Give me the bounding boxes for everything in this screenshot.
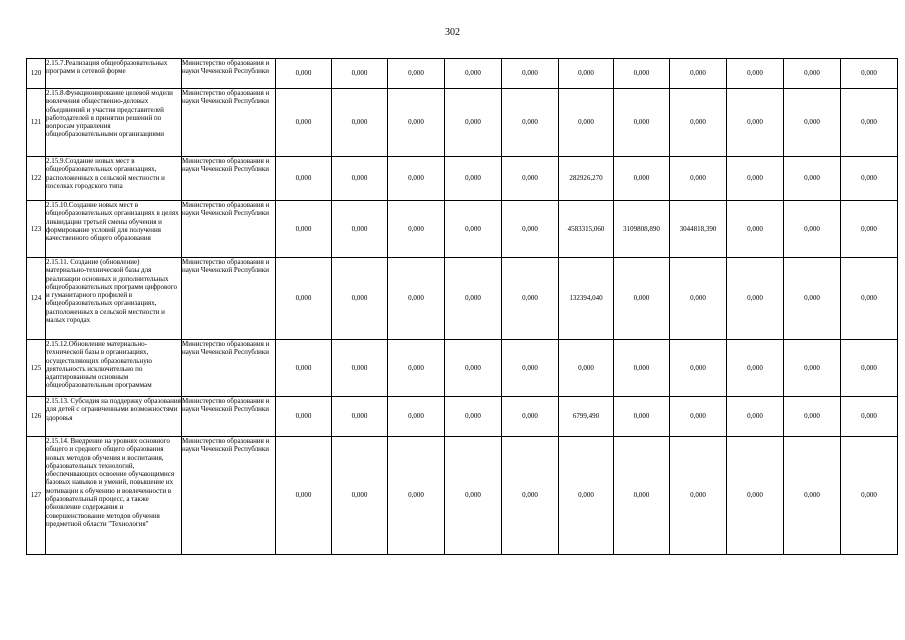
value-cell: 0,000	[388, 157, 445, 201]
table-row	[27, 89, 898, 157]
value-cell: 0,000	[332, 437, 388, 555]
table-row	[27, 201, 898, 258]
value-cell: 0,000	[445, 89, 502, 157]
executor-name: Министерство образования и науки Чеченской Республики	[182, 59, 276, 89]
value-cell: 0,000	[276, 340, 332, 397]
value-cell: 0,000	[614, 258, 670, 340]
value-cell: 0,000	[388, 397, 445, 437]
value-cell: 0,000	[784, 89, 841, 157]
value-cell: 0,000	[502, 258, 559, 340]
activity-name: 2.15.10.Создание новых мест в общеобразовательных организациях в целях ликвидации третьей смены обучения и формирование условий для получения качественного общего образования	[46, 201, 182, 258]
value-cell: 0,000	[332, 201, 388, 258]
value-cell: 0,000	[276, 258, 332, 340]
value-cell: 0,000	[332, 258, 388, 340]
value-cell: 0,000	[332, 59, 388, 89]
value-cell: 0,000	[784, 258, 841, 340]
activity-name: 2.15.11. Создание (обновление) материально-технической базы для реализации основных и дополнительных общеобразовательных программ цифрового и гуманитарного профилей в общеобразовательных организациях, расположенных в сельской местности и малых городах	[46, 258, 182, 340]
executor-name: Министерство образования и науки Чеченской Республики	[182, 201, 276, 258]
value-cell: 0,000	[670, 157, 727, 201]
value-cell: 0,000	[332, 397, 388, 437]
row-number: 125	[27, 340, 46, 397]
value-cell: 0,000	[445, 397, 502, 437]
value-cell: 0,000	[841, 89, 898, 157]
value-cell: 4583315,060	[559, 201, 614, 258]
value-cell: 0,000	[841, 340, 898, 397]
value-cell: 0,000	[614, 59, 670, 89]
value-cell: 0,000	[276, 201, 332, 258]
activity-name: 2.15.7.Реализация общеобразовательных программ в сетевой форме	[46, 59, 182, 89]
value-cell: 0,000	[784, 340, 841, 397]
value-cell: 0,000	[388, 258, 445, 340]
value-cell: 0,000	[841, 258, 898, 340]
value-cell: 0,000	[670, 397, 727, 437]
row-number: 127	[27, 437, 46, 555]
value-cell: 0,000	[388, 201, 445, 258]
value-cell: 0,000	[727, 397, 784, 437]
value-cell: 0,000	[670, 340, 727, 397]
row-number: 126	[27, 397, 46, 437]
value-cell: 0,000	[727, 437, 784, 555]
value-cell: 0,000	[276, 89, 332, 157]
value-cell: 0,000	[841, 437, 898, 555]
value-cell: 0,000	[670, 89, 727, 157]
value-cell: 0,000	[841, 59, 898, 89]
value-cell: 6799,490	[559, 397, 614, 437]
value-cell: 0,000	[614, 340, 670, 397]
activity-name: 2.15.13. Субсидия на поддержку образования для детей с ограниченными возможностями здоровья	[46, 397, 182, 437]
value-cell: 0,000	[784, 437, 841, 555]
value-cell: 0,000	[727, 157, 784, 201]
value-cell: 0,000	[388, 437, 445, 555]
value-cell: 3044818,390	[670, 201, 727, 258]
value-cell: 0,000	[388, 340, 445, 397]
activity-name: 2.15.9.Создание новых мест в общеобразовательных организациях, расположенных в сельской местности и поселках городского типа	[46, 157, 182, 201]
value-cell: 0,000	[445, 157, 502, 201]
value-cell: 0,000	[276, 59, 332, 89]
value-cell: 0,000	[784, 157, 841, 201]
executor-name: Министерство образования и науки Чеченской Республики	[182, 437, 276, 555]
value-cell: 0,000	[445, 437, 502, 555]
value-cell: 0,000	[332, 340, 388, 397]
page-number: 302	[445, 27, 460, 38]
activity-name: 2.15.14. Внедрение на уровнях основного общего и среднего общего образования новых методов обучения и воспитания, образовательных технологий, обеспечивающих освоение обучающимися базовых навыков и умений, повышение их мотивации к обучению и вовлеченности в образовательный процесс, а также обновление содержания и совершенствование методов обучения предметной области "Технология"	[46, 437, 182, 555]
value-cell: 0,000	[784, 59, 841, 89]
value-cell: 0,000	[727, 201, 784, 258]
value-cell: 0,000	[727, 59, 784, 89]
value-cell: 0,000	[502, 437, 559, 555]
executor-name: Министерство образования и науки Чеченской Республики	[182, 397, 276, 437]
value-cell: 0,000	[445, 59, 502, 89]
row-number: 123	[27, 201, 46, 258]
value-cell: 0,000	[502, 157, 559, 201]
value-cell: 0,000	[614, 157, 670, 201]
budget-table	[26, 58, 898, 555]
table-row	[27, 340, 898, 397]
activity-name: 2.15.12.Обновление материально-технической базы в организациях, осуществляющих образовательную деятельность исключительно по адаптированным основным общеобразовательным программам	[46, 340, 182, 397]
table-row	[27, 258, 898, 340]
value-cell: 132394,040	[559, 258, 614, 340]
value-cell: 0,000	[445, 258, 502, 340]
value-cell: 0,000	[727, 340, 784, 397]
value-cell: 282926,270	[559, 157, 614, 201]
value-cell: 0,000	[670, 437, 727, 555]
value-cell: 0,000	[841, 157, 898, 201]
value-cell: 0,000	[559, 59, 614, 89]
executor-name: Министерство образования и науки Чеченской Республики	[182, 89, 276, 157]
row-number: 124	[27, 258, 46, 340]
value-cell: 0,000	[502, 397, 559, 437]
executor-name: Министерство образования и науки Чеченской Республики	[182, 258, 276, 340]
row-number: 120	[27, 59, 46, 89]
row-number: 122	[27, 157, 46, 201]
value-cell: 0,000	[614, 397, 670, 437]
table-row	[27, 59, 898, 89]
value-cell: 0,000	[670, 59, 727, 89]
value-cell: 0,000	[502, 340, 559, 397]
value-cell: 0,000	[784, 397, 841, 437]
value-cell: 0,000	[841, 201, 898, 258]
value-cell: 0,000	[502, 59, 559, 89]
executor-name: Министерство образования и науки Чеченской Республики	[182, 157, 276, 201]
value-cell: 0,000	[614, 89, 670, 157]
value-cell: 0,000	[502, 89, 559, 157]
value-cell: 0,000	[388, 59, 445, 89]
value-cell: 0,000	[332, 89, 388, 157]
value-cell: 0,000	[445, 201, 502, 258]
value-cell: 0,000	[727, 89, 784, 157]
value-cell: 0,000	[670, 258, 727, 340]
executor-name: Министерство образования и науки Чеченской Республики	[182, 340, 276, 397]
value-cell: 0,000	[276, 157, 332, 201]
table-row	[27, 157, 898, 201]
value-cell: 0,000	[841, 397, 898, 437]
value-cell: 0,000	[388, 89, 445, 157]
value-cell: 0,000	[276, 397, 332, 437]
value-cell: 0,000	[784, 201, 841, 258]
value-cell: 0,000	[559, 437, 614, 555]
table-row	[27, 437, 898, 555]
value-cell: 0,000	[502, 201, 559, 258]
value-cell: 0,000	[276, 437, 332, 555]
value-cell: 0,000	[445, 340, 502, 397]
table-body	[27, 59, 898, 555]
value-cell: 0,000	[614, 437, 670, 555]
table-row	[27, 397, 898, 437]
activity-name: 2.15.8.Функционирование целевой модели вовлечения общественно-деловых объединений и участия представителей работодателей в принятии решений по вопросам управления общеобразовательными организациями	[46, 89, 182, 157]
value-cell: 0,000	[559, 89, 614, 157]
row-number: 121	[27, 89, 46, 157]
value-cell: 0,000	[332, 157, 388, 201]
value-cell: 3109808,890	[614, 201, 670, 258]
value-cell: 0,000	[727, 258, 784, 340]
value-cell: 0,000	[559, 340, 614, 397]
